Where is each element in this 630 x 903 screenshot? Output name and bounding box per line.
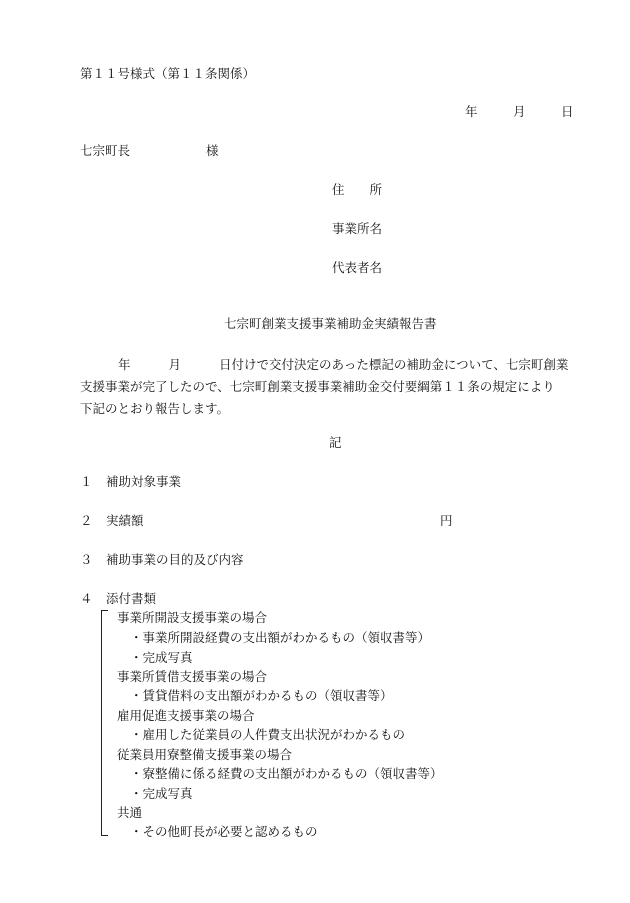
attachment-item: ・完成写真: [130, 786, 193, 801]
item-number: ２: [80, 513, 93, 528]
form-number: 第１１号様式（第１１条関係）: [80, 66, 256, 81]
attachment-category: 事業所賃借支援事業の場合: [117, 669, 268, 684]
item-number: ３: [80, 552, 93, 567]
attachment-category: 事業所開設支援事業の場合: [117, 610, 268, 625]
date-month: 月: [513, 104, 526, 119]
body-paragraph: [80, 354, 585, 420]
addressee-title: 七宗町長: [80, 143, 131, 158]
body-month-label: 月: [168, 357, 182, 372]
attachment-item: ・賃貸借料の支出額がわかるもの（領収書等）: [130, 688, 393, 703]
document-title: 七宗町創業支援事業補助金実績報告書: [224, 316, 437, 331]
date-day: 日: [561, 104, 574, 119]
attachment-item: ・事業所開設経費の支出額がわかるもの（領収書等）: [130, 630, 431, 645]
date-year: 年: [465, 104, 478, 119]
applicant-office-label: 事業所名: [332, 221, 383, 236]
item-label: 添付書類: [106, 591, 157, 606]
body-line-3: 下記のとおり報告します。: [80, 401, 230, 416]
applicant-address-label: 住 所: [332, 182, 383, 197]
body-line-2: 支援事業が完了したので、七宗町創業支援事業補助金交付要綱第１１条の規定により: [80, 379, 555, 394]
attachment-category: 共通: [117, 805, 143, 820]
body-line-1: [80, 354, 585, 376]
body-year-label: 年: [118, 357, 131, 372]
attachment-item: ・寮整備に係る経費の支出額がわかるもの（領収書等）: [130, 766, 443, 781]
item-label: 補助事業の目的及び内容: [106, 552, 244, 567]
attachment-category: 雇用促進支援事業の場合: [117, 708, 255, 723]
item-number: １: [80, 474, 93, 489]
item-label: 補助対象事業: [106, 474, 182, 489]
addressee-honorific: 様: [206, 143, 219, 158]
body-line-1-text: 日付けで交付決定のあった標記の補助金について、七宗町創業: [219, 357, 569, 372]
attachment-item: ・完成写真: [130, 650, 193, 665]
item-number: ４: [80, 591, 93, 606]
attachment-item: ・雇用した従業員の人件費支出状況がわかるもの: [130, 727, 406, 742]
ki-heading: 記: [329, 435, 342, 450]
amount-unit: 円: [440, 513, 453, 528]
item-label: 実績額: [106, 513, 144, 528]
attachment-category: 従業員用寮整備支援事業の場合: [117, 747, 293, 762]
attachment-bracket: [101, 610, 108, 836]
attachment-item: ・その他町長が必要と認めるもの: [130, 824, 318, 839]
applicant-representative-label: 代表者名: [332, 260, 383, 275]
